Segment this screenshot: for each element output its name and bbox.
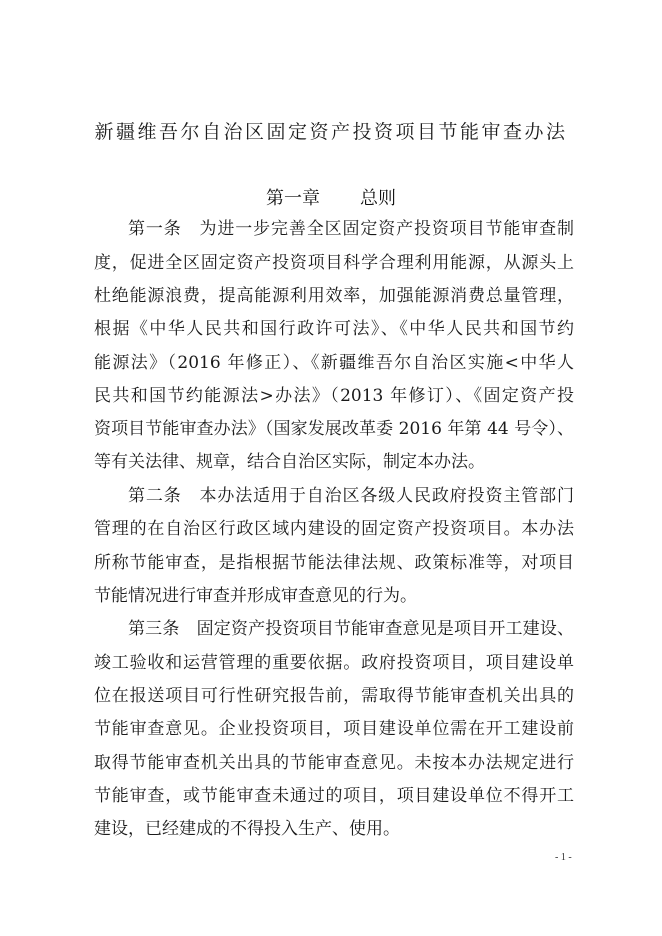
chapter-heading: [0, 184, 662, 210]
article-3-line: 竣工验收和运营管理的重要依据。政府投资项目，项目建设单: [94, 653, 574, 673]
article-1-line: 民共和国节约能源法>办法》（2013 年修订）、《固定资产投: [94, 386, 574, 406]
article-2-line: 节能情况进行审查并形成审查意见的行为。: [94, 586, 417, 606]
article-2-line: 管理的在自治区行政区域内建设的固定资产投资项目。本办法: [94, 519, 574, 539]
article-1-line: 根据《中华人民共和国行政许可法》、《中华人民共和国节约: [94, 319, 574, 339]
article-1-line: 度，促进全区固定资产投资项目科学合理利用能源，从源头上: [94, 253, 574, 273]
document-title: 新疆维吾尔自治区固定资产投资项目节能审查办法: [94, 121, 568, 143]
article-1-line: 第一条 为进一步完善全区固定资产投资项目节能审查制: [128, 219, 574, 239]
page-number: - 1 -: [555, 852, 572, 863]
article-3-line: 节能审查，或节能审查未通过的项目，项目建设单位不得开工: [94, 786, 574, 806]
article-3-line: 取得节能审查机关出具的节能审查意见。未按本办法规定进行: [94, 753, 574, 773]
article-3-line: 第三条 固定资产投资项目节能审查意见是项目开工建设、: [128, 619, 574, 639]
chapter-number: 第一章: [266, 188, 320, 209]
article-1-line: 等有关法律、规章，结合自治区实际，制定本办法。: [94, 452, 485, 472]
article-1-line: 能源法》（2016 年修正）、《新疆维吾尔自治区实施<中华人: [94, 353, 574, 373]
article-3-line: 建设，已经建成的不得投入生产、使用。: [94, 819, 400, 839]
article-2-line: 所称节能审查，是指根据节能法律法规、政策标准等，对项目: [94, 553, 574, 573]
article-1-line: 杜绝能源浪费，提高能源利用效率，加强能源消费总量管理，: [94, 286, 574, 306]
chapter-name: 总则: [360, 188, 396, 209]
article-1-line: 资项目节能审查办法》（国家发展改革委 2016 年第 44 号令）、: [94, 419, 574, 439]
article-3-line: 位在报送项目可行性研究报告前，需取得节能审查机关出具的: [94, 686, 574, 706]
article-3-line: 节能审查意见。企业投资项目，项目建设单位需在开工建设前: [94, 719, 574, 739]
article-2-line: 第二条 本办法适用于自治区各级人民政府投资主管部门: [128, 486, 574, 506]
